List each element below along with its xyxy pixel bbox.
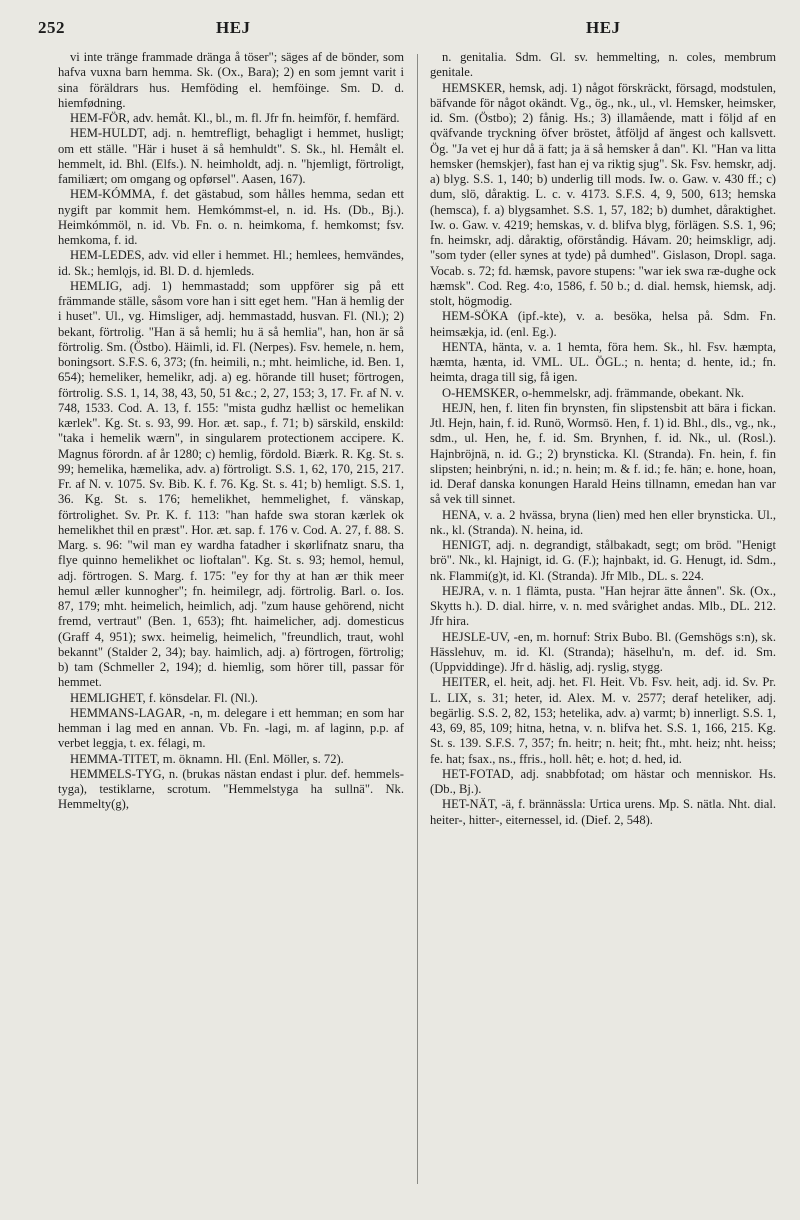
running-head-right: HEJ: [586, 18, 621, 37]
entry: HET-NÄT, -ä, f. brännässla: Urtica urens. Mp. S. nätla. Nht. dial. heiter-, hitter-, eiternessel, id. (Dief. 2, 548).: [430, 797, 776, 827]
page-header: [38, 10, 770, 44]
entry: HEJSLE-UV, -en, m. hornuf: Strix Bubo. Bl. (Gemshögs s:n), sk. Hässlehuv, m. id. Kl. (Stranda); häselhu'n, m. def. id. Sm. (Uppviddinge). Jfr d. häslig, adj. ryslig, stygg.: [430, 629, 776, 674]
entry: HENA, v. a. 2 hvässa, bryna (lien) med hen eller brynsticka. Ul., nk., kl. (Stranda). N. heina, id.: [430, 507, 776, 537]
entry: HEM-SÖKA (ipf.-kte), v. a. besöka, helsa på. Sdm. Fn. heimsækja, id. (enl. Eg.).: [430, 309, 776, 339]
entry: HENTA, hänta, v. a. 1 hemta, föra hem. Sk., hl. Fsv. hæmpta, hæmta, hænta, id. VML. UL. ÖGL.; n. henta; d. hente, id.; fn. heimta, draga till sig, få igen.: [430, 339, 776, 385]
entry: HEJN, hen, f. liten fin brynsten, fin slipstensbit att bära i fickan. Jtl. Hejn, hain, f. id. Runö, Wormsö. Hen, f. 1) id. Bhl., dls., vg., nk., sdm., ul. Hen, he, f. id. Sm. Brynhen, f. id. Nk., ul. (Rosl.). Hajnbröjnä, n. id. G.; 2) brynsticka. Kl. (Stranda). Fn. hein, f. fin slipsten; heinbrýni, n. id.; n. hein; m. & f. id.; fe. hān; e. hone, hoan, id. Deraf danska konungen Harald Heins tillnamn, emedan han var så vek till sinnet.: [430, 400, 776, 507]
entry: HET-FOTAD, adj. snabbfotad; om hästar och menniskor. Hs. (Db., Bj.).: [430, 766, 776, 796]
entry: HEMMELS-TYG, n. (brukas nästan endast i plur. def. hemmels-tyga), testiklarne, scrotum. "Hemmelstyga ha sullnä". Nk. Hemmelty(g),: [58, 766, 404, 812]
entry: O-HEMSKER, o-hemmelskr, adj. främmande, obekant. Nk.: [442, 385, 745, 400]
entry: n. genitalia. Sdm. Gl. sv. hemmelting, n. coles, membrum genitale.: [430, 50, 776, 80]
entry: HEM-FÖR, adv. hemåt. Kl., bl., m. fl. Jfr fn. heimför, f. hemfärd.: [70, 111, 400, 125]
running-head-left: HEJ: [216, 18, 251, 37]
entry: HEM-LEDES, adv. vid eller i hemmet. Hl.; hemlees, hemvändes, id. Sk.; hemlǫjs, id. Bl. D. d. hjemleds.: [58, 248, 404, 278]
entry: HEMMANS-LAGAR, -n, m. delegare i ett hemman; en som har hemman i lag med en annan. Vb. Fn. -lagi, m. af laginn, p.p. af verbet leggja, t. ex. félagi, m.: [58, 705, 404, 751]
entry: HEMMA-TITET, m. öknamn. Hl. (Enl. Möller, s. 72).: [70, 751, 344, 766]
entry: HEMLIGHET, f. könsdelar. Fl. (Nl.).: [70, 690, 258, 705]
text-columns: [58, 50, 778, 1200]
right-column: [430, 50, 776, 1200]
entry: HEM-HULDT, adj. n. hemtrefligt, behagligt i hemmet, husligt; om ett ställe. "Här i huset ä så hemhuldt". S. Sk., hl. Hemålt el. hemmelt, id. Bhl. (Elfs.). N. heimholdt, adj. n. "hjemligt, förtroligt, familiært; om omgang og opførsel". Aasen, 167).: [58, 126, 404, 186]
entry: HEMSKER, hemsk, adj. 1) något förskräckt, försagd, modstulen, bäfvande för något okändt. Vg., ög., nk., ul., vl. Hemsker, heimsker, id. Sm. (Östbo); 2) fånig. Hs.; 3) illamående, matt i följd af en qväfvande tryckning öfver bröstet, åtföljd af ängest och kallsvett. Ög. "Ja vet ej hur då ä fatt; ja ä så hemsker å dan". Kl. "Han va litta hemsker (hemskjer), fast han ej va riktig sjug". Sk. Fsv. hemskr, adj. a) blyg. S.S. 1, 140; b) underlig till mods. Iw. o. Gaw. v. 430 ff.; c) dum, slö, dåraktig. L. c. v. 4173. S.F.S. 4, 9, 500, 613; hemska (hemsca), f. a) blygsamhet. S.S. 1, 57, 182; b) dumhet, dåraktighet. Iw. o. Gaw. v. 4219; hemskas, v. d. blifva blyg, förlägen. S.S. 1, 96; fn. heimskr, adj. dåraktig, oförståndig. Hávam. 20; heimskligr, adj. "som tyder (eller synes at tyde) på dumhed". Gislason, Dropl. saga. Vocab. s. 72; fd. hæmsk, pavore stupens: "war iek swa ræ-dughe ock hæmsk". Cod. Reg. 4:o, 1586, f. 50 b.; d. dial. hemsk, hiemsk, adj. stolt, högmodig.: [430, 80, 776, 308]
entry: HEM-KÓMMA, f. det gästabud, som hålles hemma, sedan ett nygift par kommit hem. Hemkómmst-el, n. id. Hs. (Db., Bj.). Heimkómmöl, n. id. Vb. Fn. o. n. heimkoma, f. hemkomst; fsv. hemkoma, f. id.: [58, 187, 404, 247]
page-number: 252: [38, 18, 65, 37]
entry: HENIGT, adj. n. degrandigt, stålbakadt, segt; om bröd. "Henigt brö". Nk., kl. Hajnigt, id. G. (F.); hajnbakt, id. G. Henugt, id. Sdm., nk. Flammi(g)t, id. Kl. (Stranda). Jfr Mlb., DL. s. 224.: [430, 538, 776, 583]
entry: vi inte tränge frammade dränga å töser"; säges af de bönder, som hafva vuxna barn hemma. Sk. (Ox., Bara); 2) en som jemnt varit i sina föräldrars hus. Hemföding el. hemföinge. Sm. D. d. hiemfødning.: [58, 50, 404, 110]
left-column: [58, 50, 404, 1200]
entry: HEITER, el. heit, adj. het. Fl. Heit. Vb. Fsv. heit, adj. id. Sv. Pr. L. LIX, s. 31; heter, id. Alex. M. v. 2577; deraf heteliker, adj. begärlig. S.S. 2, 82, 153; hetelika, adv. a) varmt; b) innerligt. S.S. 1, 43, 69, 85, 109; hitna, hetna, v. n. blifva het. S.S. 1, 166, 215. Kg. St. s. 139. S.F.S. 7, 357; fn. heitr; n. heit; fht., mht. heiz; nht. heiss; fe. hat; fsax., ns., ffris., holl. hêt; e. hot; d. hed, id.: [430, 675, 776, 766]
column-divider: [417, 54, 418, 1184]
entry: HEMLIG, adj. 1) hemmastadd; som uppförer sig på ett främmande ställe, såsom vore han i sitt eget hem. "Han ä hemlig der i huset". Ul., vg. Himsliger, adj. hemmastadd, husvan. Fl. (Nl.); 2) bekant, förtrolig. "Han ä så hemli; hu ä så hemlia", han, hon är så förtrolig. Sm. (Östbo). Häimli, id. Fl. (Nerpes). Fsv. hemele, n. hem, boningsort. S.F.S. 6, 373; (fn. heimili, n.; mht. heimliche, id. Ben. 1, 654); hemeliker, hemelikr, adj. a) eg. hörande till huset; förtrogen, förtrolig. S.S. 1, 14, 38, 43, 50, 51 &c.; 2, 27, 153; 3, 17. Fr. af N. v. 748, 1533. Cod. A. 13, f. 155: "mista gudhz hællist oc hemelikan kærlek". Kg. St. s. 93, 99. Hor. æt. sap., f. 71; b) särskild, enskild: "taka i hemelik wærn", in singularem protectionem accipere. K. Magnus förordn. af år 1280; c) hemlig, fördold. Biærk. R. Kg. St. s. 99; hemelika, hæmelika, adv. a) förtroligt. S.S. 1, 62, 170, 215, 217. Fr. af N. v. 1075. Sv. Bib. K. f. 76. Kg. St. s. 41; b) hemligt. S.S. 1, 36. Kg. St. s. 176; hemelikhet, hemmelighet, f. vänskap, förtrolighet. Sv. Pr. K. f. 113: "han hafde swa storan kærlek ok hemelikhet thil en præst". Hor. æt. sap. f. 176 v. Cod. A. 27, f. 88. S. Marg. s. 96: "wil man ey wardha fatadher i skørlifnatz snaru, tha flye quinno hemelikhet oc lioftalan". Kg. St. s. 93; hemol, hemul, adj. förtrogen. S. Marg. f. 175: "ey for thy at han ær thik meer hemul æller kunnogher"; fn. heimilegr, adj. förtrolig. Barl. o. Ios. 87, 179; mht. heimelich, heimlich, adj. "zum hause gehörend, nicht fremd, vertraut" (Ben. 1, 653); fht. haimelicher, adj. domesticus (Graff 4, 951); swx. heimelig, heimelich, "freundlich, traut, wohl bekannt" (Stalder 2, 34); bay. haimlich, adj. a) förtrogen, förtrolig; b) tam (Schmeller 2, 194); d. hiemlig, som hörer till, passar för hemmet.: [58, 278, 404, 690]
entry: HEJRA, v. n. 1 flämta, pusta. "Han hejrar ätte ånnen". Sk. (Ox., Skytts h.). D. dial. hirre, v. n. med svårighet andas. Mlb., DL. 212. Jfr hira.: [430, 583, 776, 629]
